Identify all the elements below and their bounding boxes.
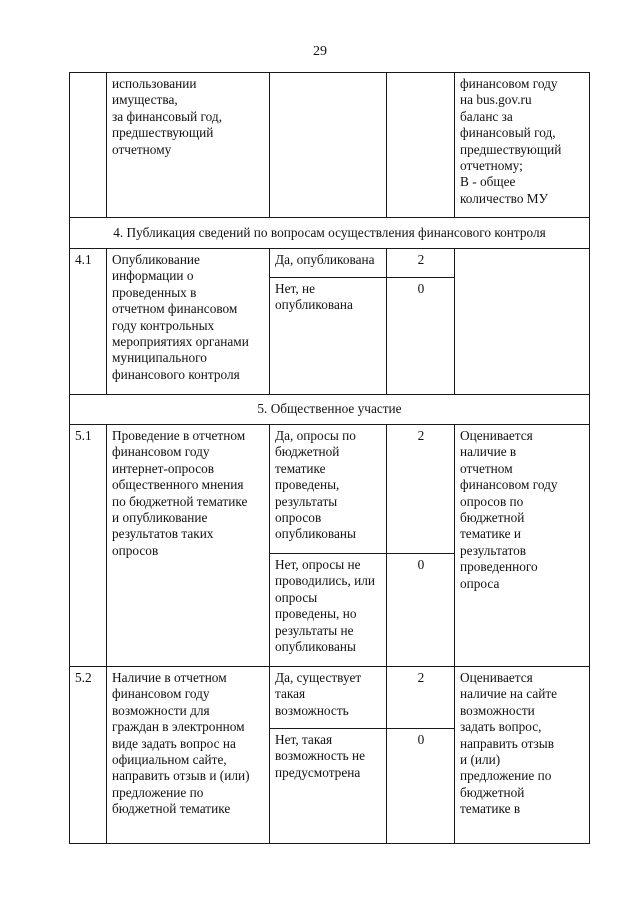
section-4-title: 4. Публикация сведений по вопросам осуществления финансового контроля <box>70 218 590 249</box>
score-cell: 2 <box>387 249 455 278</box>
method-cell: Оценивается наличие на сайте возможности задать вопрос, направить отзыв и (или) предложение по бюджетной тематике в <box>455 667 590 844</box>
row-number-cell <box>70 73 107 218</box>
table-row <box>70 667 590 729</box>
score-cell: 2 <box>387 667 455 729</box>
option-cell: Да, существует такая возможность <box>270 667 387 729</box>
option-cell: Да, опубликована <box>270 249 387 278</box>
option-cell: Нет, такая возможность не предусмотрена <box>270 729 387 844</box>
score-cell: 2 <box>387 425 455 554</box>
method-cell <box>455 249 590 395</box>
table-row <box>70 425 590 554</box>
option-cell: Да, опросы по бюджетной тематике проведены, результаты опросов опубликованы <box>270 425 387 554</box>
table-row <box>70 73 590 218</box>
score-cell: 0 <box>387 554 455 667</box>
option-cell: Нет, не опубликована <box>270 278 387 395</box>
score-cell: 0 <box>387 278 455 395</box>
evaluation-table <box>69 72 590 844</box>
score-cell <box>387 73 455 218</box>
option-cell: Нет, опросы не проводились, или опросы проведены, но результаты не опубликованы <box>270 554 387 667</box>
criterion-cell: Проведение в отчетном финансовом году интернет-опросов общественного мнения по бюджетной тематике и опубликование результатов таких опросов <box>107 425 270 667</box>
row-number-cell: 4.1 <box>70 249 107 395</box>
criterion-cell: Опубликование информации о проведенных в отчетном финансовом году контрольных мероприятиях органами муниципального финансового контроля <box>107 249 270 395</box>
option-cell <box>270 73 387 218</box>
criterion-cell: использовании имущества, за финансовый год, предшествующий отчетному <box>107 73 270 218</box>
criterion-cell: Наличие в отчетном финансовом году возможности для граждан в электронном виде задать вопрос на официальном сайте, направить отзыв и (или) предложение по бюджетной тематике <box>107 667 270 844</box>
section-5-title: 5. Общественное участие <box>70 395 590 425</box>
section-header-row <box>70 218 590 249</box>
page-number: 29 <box>313 44 327 59</box>
method-cell: финансовом году на bus.gov.ru баланс за финансовый год, предшествующий отчетному; В - общее количество МУ <box>455 73 590 218</box>
method-cell: Оценивается наличие в отчетном финансовом году опросов по бюджетной тематике и результатов проведенного опроса <box>455 425 590 667</box>
section-header-row <box>70 395 590 425</box>
score-cell: 0 <box>387 729 455 844</box>
row-number-cell: 5.1 <box>70 425 107 667</box>
table-row <box>70 249 590 278</box>
row-number-cell: 5.2 <box>70 667 107 844</box>
